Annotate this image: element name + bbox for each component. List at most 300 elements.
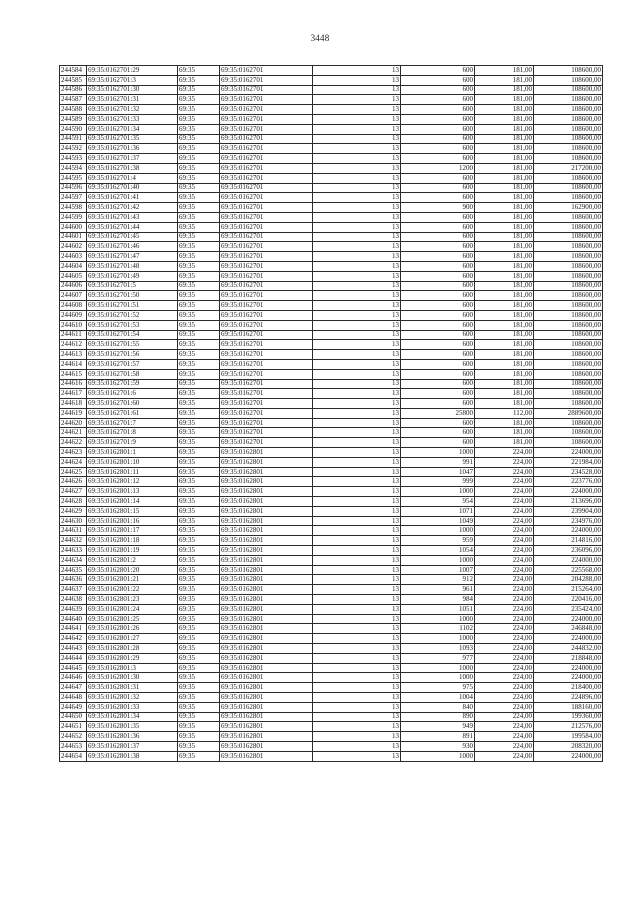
table-row: [60, 604, 603, 614]
group-code-cell: 13: [313, 526, 401, 536]
cadastral-number-cell: 69:35:0162801:35: [87, 722, 178, 732]
district-code-cell: 69:35: [178, 457, 220, 467]
unit-value-cell: 181,00: [475, 350, 534, 360]
unit-value-cell: 181,00: [475, 105, 534, 115]
cadastral-quarter-cell: 69:35:0162701: [220, 389, 313, 399]
cadastral-number-cell: 69:35:0162801:26: [87, 624, 178, 634]
district-code-cell: 69:35: [178, 389, 220, 399]
area-cell: 600: [401, 232, 475, 242]
table-row: [60, 193, 603, 203]
cadastral-quarter-cell: 69:35:0162701: [220, 134, 313, 144]
unit-value-cell: 224,00: [475, 526, 534, 536]
group-code-cell: 13: [313, 741, 401, 751]
unit-value-cell: 181,00: [475, 154, 534, 164]
district-code-cell: 69:35: [178, 487, 220, 497]
cadastral-number-cell: 69:35:0162801:14: [87, 497, 178, 507]
table-row: [60, 428, 603, 438]
cadastral-number-cell: 69:35:0162801:30: [87, 673, 178, 683]
district-code-cell: 69:35: [178, 595, 220, 605]
group-code-cell: 13: [313, 536, 401, 546]
district-code-cell: 69:35: [178, 702, 220, 712]
group-code-cell: 13: [313, 105, 401, 115]
unit-value-cell: 112,00: [475, 408, 534, 418]
group-code-cell: 13: [313, 408, 401, 418]
group-code-cell: 13: [313, 173, 401, 183]
row-id-cell: 244621: [60, 428, 87, 438]
cadastral-number-cell: 69:35:0162801:22: [87, 585, 178, 595]
district-code-cell: 69:35: [178, 291, 220, 301]
cadastral-quarter-cell: 69:35:0162801: [220, 693, 313, 703]
cadastral-number-cell: 69:35:0162701:34: [87, 124, 178, 134]
district-code-cell: 69:35: [178, 467, 220, 477]
row-id-cell: 244644: [60, 653, 87, 663]
cadastral-number-cell: 69:35:0162701:54: [87, 330, 178, 340]
unit-value-cell: 224,00: [475, 575, 534, 585]
area-cell: 600: [401, 418, 475, 428]
area-cell: 1007: [401, 565, 475, 575]
cadastral-value-cell: 199584,00: [534, 732, 603, 742]
cadastral-quarter-cell: 69:35:0162701: [220, 340, 313, 350]
cadastral-quarter-cell: 69:35:0162801: [220, 663, 313, 673]
group-code-cell: 13: [313, 428, 401, 438]
cadastral-quarter-cell: 69:35:0162801: [220, 526, 313, 536]
row-id-cell: 244589: [60, 114, 87, 124]
table-row: [60, 154, 603, 164]
group-code-cell: 13: [313, 712, 401, 722]
cadastral-quarter-cell: 69:35:0162701: [220, 359, 313, 369]
area-cell: 600: [401, 399, 475, 409]
table-row: [60, 359, 603, 369]
table-row: [60, 477, 603, 487]
area-cell: 1000: [401, 751, 475, 761]
row-id-cell: 244626: [60, 477, 87, 487]
row-id-cell: 244635: [60, 565, 87, 575]
cadastral-quarter-cell: 69:35:0162701: [220, 222, 313, 232]
cadastral-value-cell: 108600,00: [534, 222, 603, 232]
unit-value-cell: 224,00: [475, 536, 534, 546]
cadastral-number-cell: 69:35:0162701:36: [87, 144, 178, 154]
district-code-cell: 69:35: [178, 634, 220, 644]
cadastral-value-cell: 204288,00: [534, 575, 603, 585]
unit-value-cell: 224,00: [475, 634, 534, 644]
table-row: [60, 291, 603, 301]
group-code-cell: 13: [313, 693, 401, 703]
table-row: [60, 124, 603, 134]
cadastral-value-cell: 108600,00: [534, 359, 603, 369]
area-cell: 600: [401, 438, 475, 448]
cadastral-number-cell: 69:35:0162801:16: [87, 516, 178, 526]
cadastral-value-cell: 108600,00: [534, 310, 603, 320]
row-id-cell: 244646: [60, 673, 87, 683]
district-code-cell: 69:35: [178, 428, 220, 438]
cadastral-quarter-cell: 69:35:0162701: [220, 418, 313, 428]
cadastral-value-cell: 108600,00: [534, 193, 603, 203]
district-code-cell: 69:35: [178, 673, 220, 683]
unit-value-cell: 181,00: [475, 203, 534, 213]
table-row: [60, 732, 603, 742]
district-code-cell: 69:35: [178, 693, 220, 703]
cadastral-number-cell: 69:35:0162701:6: [87, 389, 178, 399]
row-id-cell: 244603: [60, 252, 87, 262]
cadastral-value-cell: 199360,00: [534, 712, 603, 722]
unit-value-cell: 181,00: [475, 75, 534, 85]
district-code-cell: 69:35: [178, 301, 220, 311]
district-code-cell: 69:35: [178, 310, 220, 320]
cadastral-quarter-cell: 69:35:0162801: [220, 634, 313, 644]
cadastral-value-cell: 108600,00: [534, 95, 603, 105]
cadastral-value-cell: 224896,00: [534, 693, 603, 703]
table-row: [60, 183, 603, 193]
area-cell: 891: [401, 732, 475, 742]
cadastral-value-cell: 213696,00: [534, 497, 603, 507]
unit-value-cell: 181,00: [475, 124, 534, 134]
cadastral-quarter-cell: 69:35:0162701: [220, 212, 313, 222]
group-code-cell: 13: [313, 477, 401, 487]
table-row: [60, 301, 603, 311]
area-cell: 600: [401, 114, 475, 124]
area-cell: 600: [401, 320, 475, 330]
group-code-cell: 13: [313, 242, 401, 252]
district-code-cell: 69:35: [178, 712, 220, 722]
unit-value-cell: 181,00: [475, 222, 534, 232]
cadastral-quarter-cell: 69:35:0162701: [220, 271, 313, 281]
area-cell: 600: [401, 340, 475, 350]
unit-value-cell: 224,00: [475, 712, 534, 722]
cadastral-value-cell: 234528,00: [534, 467, 603, 477]
group-code-cell: 13: [313, 418, 401, 428]
row-id-cell: 244620: [60, 418, 87, 428]
table-row: [60, 369, 603, 379]
row-id-cell: 244604: [60, 261, 87, 271]
area-cell: 600: [401, 85, 475, 95]
table-row: [60, 565, 603, 575]
district-code-cell: 69:35: [178, 516, 220, 526]
area-cell: 600: [401, 183, 475, 193]
cadastral-number-cell: 69:35:0162701:32: [87, 105, 178, 115]
area-cell: 600: [401, 271, 475, 281]
cadastral-value-cell: 218848,00: [534, 653, 603, 663]
cadastral-number-cell: 69:35:0162801:29: [87, 653, 178, 663]
unit-value-cell: 224,00: [475, 722, 534, 732]
row-id-cell: 244627: [60, 487, 87, 497]
cadastral-quarter-cell: 69:35:0162801: [220, 448, 313, 458]
table-row: [60, 350, 603, 360]
cadastral-quarter-cell: 69:35:0162801: [220, 497, 313, 507]
district-code-cell: 69:35: [178, 614, 220, 624]
group-code-cell: 13: [313, 281, 401, 291]
cadastral-number-cell: 69:35:0162701:42: [87, 203, 178, 213]
area-cell: 1000: [401, 526, 475, 536]
group-code-cell: 13: [313, 585, 401, 595]
unit-value-cell: 181,00: [475, 310, 534, 320]
table-row: [60, 330, 603, 340]
cadastral-value-cell: 108600,00: [534, 389, 603, 399]
table-row: [60, 281, 603, 291]
cadastral-value-cell: 108600,00: [534, 173, 603, 183]
row-id-cell: 244590: [60, 124, 87, 134]
group-code-cell: 13: [313, 722, 401, 732]
row-id-cell: 244591: [60, 134, 87, 144]
group-code-cell: 13: [313, 359, 401, 369]
district-code-cell: 69:35: [178, 751, 220, 761]
table-row: [60, 203, 603, 213]
unit-value-cell: 181,00: [475, 85, 534, 95]
cadastral-value-cell: 108600,00: [534, 428, 603, 438]
row-id-cell: 244653: [60, 741, 87, 751]
district-code-cell: 69:35: [178, 320, 220, 330]
cadastral-quarter-cell: 69:35:0162801: [220, 536, 313, 546]
area-cell: 600: [401, 379, 475, 389]
table-row: [60, 624, 603, 634]
table-row: [60, 418, 603, 428]
district-code-cell: 69:35: [178, 555, 220, 565]
area-cell: 1000: [401, 663, 475, 673]
table-row: [60, 555, 603, 565]
cadastral-value-cell: 108600,00: [534, 242, 603, 252]
cadastral-number-cell: 69:35:0162801:1: [87, 448, 178, 458]
cadastral-value-cell: 234976,00: [534, 516, 603, 526]
district-code-cell: 69:35: [178, 379, 220, 389]
unit-value-cell: 181,00: [475, 438, 534, 448]
district-code-cell: 69:35: [178, 683, 220, 693]
group-code-cell: 13: [313, 369, 401, 379]
group-code-cell: 13: [313, 320, 401, 330]
cadastral-number-cell: 69:35:0162701:60: [87, 399, 178, 409]
area-cell: 600: [401, 330, 475, 340]
cadastral-value-cell: 108600,00: [534, 271, 603, 281]
cadastral-number-cell: 69:35:0162701:9: [87, 438, 178, 448]
table-row: [60, 310, 603, 320]
cadastral-quarter-cell: 69:35:0162701: [220, 242, 313, 252]
cadastral-value-cell: 225568,00: [534, 565, 603, 575]
cadastral-number-cell: 69:35:0162701:7: [87, 418, 178, 428]
district-code-cell: 69:35: [178, 124, 220, 134]
cadastral-value-cell: 108600,00: [534, 281, 603, 291]
cadastral-number-cell: 69:35:0162701:31: [87, 95, 178, 105]
cadastral-number-cell: 69:35:0162801:32: [87, 693, 178, 703]
cadastral-value-cell: 108600,00: [534, 369, 603, 379]
district-code-cell: 69:35: [178, 369, 220, 379]
group-code-cell: 13: [313, 497, 401, 507]
row-id-cell: 244643: [60, 644, 87, 654]
unit-value-cell: 181,00: [475, 212, 534, 222]
cadastral-number-cell: 69:35:0162701:8: [87, 428, 178, 438]
table-row: [60, 673, 603, 683]
cadastral-quarter-cell: 69:35:0162801: [220, 614, 313, 624]
district-code-cell: 69:35: [178, 399, 220, 409]
row-id-cell: 244616: [60, 379, 87, 389]
row-id-cell: 244612: [60, 340, 87, 350]
unit-value-cell: 224,00: [475, 673, 534, 683]
district-code-cell: 69:35: [178, 722, 220, 732]
cadastral-number-cell: 69:35:0162701:53: [87, 320, 178, 330]
cadastral-value-cell: 108600,00: [534, 114, 603, 124]
cadastral-quarter-cell: 69:35:0162701: [220, 330, 313, 340]
district-code-cell: 69:35: [178, 340, 220, 350]
cadastral-value-cell: 224000,00: [534, 448, 603, 458]
row-id-cell: 244632: [60, 536, 87, 546]
cadastral-value-cell: 239904,00: [534, 506, 603, 516]
row-id-cell: 244636: [60, 575, 87, 585]
cadastral-quarter-cell: 69:35:0162701: [220, 85, 313, 95]
area-cell: 1000: [401, 614, 475, 624]
cadastral-number-cell: 69:35:0162701:41: [87, 193, 178, 203]
area-cell: 949: [401, 722, 475, 732]
cadastral-quarter-cell: 69:35:0162701: [220, 105, 313, 115]
unit-value-cell: 224,00: [475, 457, 534, 467]
row-id-cell: 244586: [60, 85, 87, 95]
cadastral-value-cell: 224000,00: [534, 526, 603, 536]
area-cell: 600: [401, 144, 475, 154]
row-id-cell: 244648: [60, 693, 87, 703]
unit-value-cell: 224,00: [475, 702, 534, 712]
cadastral-quarter-cell: 69:35:0162701: [220, 438, 313, 448]
table-row: [60, 163, 603, 173]
table-row: [60, 644, 603, 654]
table-row: [60, 663, 603, 673]
area-cell: 600: [401, 369, 475, 379]
cadastral-value-cell: 224000,00: [534, 487, 603, 497]
district-code-cell: 69:35: [178, 252, 220, 262]
cadastral-number-cell: 69:35:0162801:12: [87, 477, 178, 487]
district-code-cell: 69:35: [178, 506, 220, 516]
table-row: [60, 693, 603, 703]
table-row: [60, 536, 603, 546]
cadastral-quarter-cell: 69:35:0162801: [220, 751, 313, 761]
district-code-cell: 69:35: [178, 154, 220, 164]
unit-value-cell: 181,00: [475, 428, 534, 438]
cadastral-quarter-cell: 69:35:0162701: [220, 163, 313, 173]
cadastral-value-cell: 108600,00: [534, 301, 603, 311]
group-code-cell: 13: [313, 66, 401, 76]
table-row: [60, 614, 603, 624]
cadastral-value-cell: 108600,00: [534, 154, 603, 164]
group-code-cell: 13: [313, 438, 401, 448]
district-code-cell: 69:35: [178, 350, 220, 360]
row-id-cell: 244652: [60, 732, 87, 742]
row-id-cell: 244592: [60, 144, 87, 154]
group-code-cell: 13: [313, 487, 401, 497]
cadastral-value-cell: 108600,00: [534, 261, 603, 271]
cadastral-value-cell: 212576,00: [534, 722, 603, 732]
area-cell: 930: [401, 741, 475, 751]
group-code-cell: 13: [313, 555, 401, 565]
unit-value-cell: 224,00: [475, 663, 534, 673]
district-code-cell: 69:35: [178, 114, 220, 124]
unit-value-cell: 224,00: [475, 614, 534, 624]
row-id-cell: 244630: [60, 516, 87, 526]
cadastral-number-cell: 69:35:0162701:37: [87, 154, 178, 164]
group-code-cell: 13: [313, 457, 401, 467]
cadastral-value-cell: 244832,00: [534, 644, 603, 654]
unit-value-cell: 224,00: [475, 477, 534, 487]
cadastral-quarter-cell: 69:35:0162801: [220, 653, 313, 663]
area-cell: 1049: [401, 516, 475, 526]
district-code-cell: 69:35: [178, 575, 220, 585]
cadastral-quarter-cell: 69:35:0162701: [220, 320, 313, 330]
table-body: [60, 66, 603, 762]
district-code-cell: 69:35: [178, 281, 220, 291]
area-cell: 1004: [401, 693, 475, 703]
table-row: [60, 595, 603, 605]
group-code-cell: 13: [313, 379, 401, 389]
row-id-cell: 244605: [60, 271, 87, 281]
group-code-cell: 13: [313, 271, 401, 281]
cadastral-quarter-cell: 69:35:0162701: [220, 66, 313, 76]
area-cell: 600: [401, 359, 475, 369]
unit-value-cell: 181,00: [475, 95, 534, 105]
group-code-cell: 13: [313, 193, 401, 203]
table-row: [60, 408, 603, 418]
row-id-cell: 244619: [60, 408, 87, 418]
unit-value-cell: 224,00: [475, 565, 534, 575]
cadastral-quarter-cell: 69:35:0162701: [220, 369, 313, 379]
group-code-cell: 13: [313, 546, 401, 556]
table-row: [60, 105, 603, 115]
row-id-cell: 244610: [60, 320, 87, 330]
row-id-cell: 244639: [60, 604, 87, 614]
cadastral-number-cell: 69:35:0162801:15: [87, 506, 178, 516]
cadastral-number-cell: 69:35:0162701:57: [87, 359, 178, 369]
cadastral-value-cell: 108600,00: [534, 330, 603, 340]
table-row: [60, 252, 603, 262]
cadastral-number-cell: 69:35:0162801:3: [87, 663, 178, 673]
cadastral-value-cell: 236096,00: [534, 546, 603, 556]
area-cell: 600: [401, 310, 475, 320]
row-id-cell: 244634: [60, 555, 87, 565]
area-cell: 1000: [401, 448, 475, 458]
district-code-cell: 69:35: [178, 144, 220, 154]
cadastral-number-cell: 69:35:0162701:52: [87, 310, 178, 320]
area-cell: 1000: [401, 634, 475, 644]
table-row: [60, 320, 603, 330]
district-code-cell: 69:35: [178, 585, 220, 595]
cadastral-value-cell: 108600,00: [534, 438, 603, 448]
row-id-cell: 244645: [60, 663, 87, 673]
unit-value-cell: 181,00: [475, 144, 534, 154]
cadastral-quarter-cell: 69:35:0162701: [220, 379, 313, 389]
cadastral-quarter-cell: 69:35:0162701: [220, 144, 313, 154]
district-code-cell: 69:35: [178, 741, 220, 751]
table-row: [60, 653, 603, 663]
cadastral-number-cell: 69:35:0162801:11: [87, 467, 178, 477]
cadastral-number-cell: 69:35:0162701:55: [87, 340, 178, 350]
area-cell: 1054: [401, 546, 475, 556]
cadastral-quarter-cell: 69:35:0162701: [220, 173, 313, 183]
group-code-cell: 13: [313, 310, 401, 320]
unit-value-cell: 224,00: [475, 516, 534, 526]
row-id-cell: 244650: [60, 712, 87, 722]
unit-value-cell: 224,00: [475, 506, 534, 516]
district-code-cell: 69:35: [178, 408, 220, 418]
cadastral-number-cell: 69:35:0162701:48: [87, 261, 178, 271]
group-code-cell: 13: [313, 261, 401, 271]
area-cell: 1000: [401, 673, 475, 683]
row-id-cell: 244640: [60, 614, 87, 624]
row-id-cell: 244606: [60, 281, 87, 291]
table-row: [60, 634, 603, 644]
cadastral-number-cell: 69:35:0162701:33: [87, 114, 178, 124]
row-id-cell: 244623: [60, 448, 87, 458]
area-cell: 600: [401, 252, 475, 262]
unit-value-cell: 181,00: [475, 320, 534, 330]
cadastral-number-cell: 69:35:0162701:3: [87, 75, 178, 85]
unit-value-cell: 181,00: [475, 340, 534, 350]
group-code-cell: 13: [313, 212, 401, 222]
row-id-cell: 244585: [60, 75, 87, 85]
cadastral-quarter-cell: 69:35:0162701: [220, 252, 313, 262]
table-row: [60, 497, 603, 507]
